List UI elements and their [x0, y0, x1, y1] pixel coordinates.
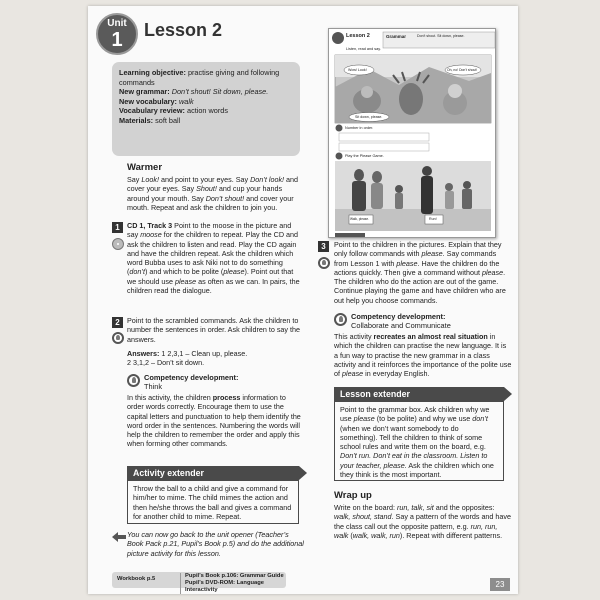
- activity-extender-text: Throw the ball to a child and give a command for him/her to mime. The child mimes the action and then he/she throws the ball and gives a command for another child to mime. Repeat.: [127, 480, 299, 524]
- competency-think-title: Competency development: Think: [144, 373, 239, 392]
- thumbnail-illustration: [329, 29, 496, 238]
- lesson-extender-text: Point to the grammar box. Ask children why we use please (to be polite) and why we use don’t (when we don’t want somebody to do something). Tell the children to think of some school rules and write them on the board, e.g. Don’t run. Don’t eat in the classroom. Listen to your teacher, please. Ask the children which one they think is the most important.: [334, 401, 504, 481]
- vocab-text: walk: [179, 96, 194, 106]
- objectives-box: [112, 62, 300, 156]
- wrapup-heading: Wrap up: [334, 490, 372, 501]
- step-2-text: Point to the scrambled commands. Ask the children to number the sentences in order. Ask children to say the answers.: [127, 316, 300, 344]
- review-label: Vocabulary review:: [119, 106, 185, 115]
- arrow-left-icon: [112, 532, 126, 542]
- lesson-extender-title: Lesson extender: [334, 387, 504, 401]
- step-2-number: 2: [112, 317, 123, 328]
- thumb-bubble2: Oh, no! Don’t shout!: [447, 68, 478, 72]
- workbook-ref: Workbook p.5: [117, 576, 156, 582]
- thumb-kid-bubble2: Run!: [429, 217, 437, 221]
- step-2-answers: Answers: 1 2,3,1 – Clean up, please. 2 3,1,2 – Don’t sit down.: [127, 349, 248, 368]
- warmer-heading: Warmer: [127, 162, 163, 173]
- step-3-number: 3: [318, 241, 329, 252]
- think-text: In this activity, the children process information to order words correctly. Encourage them to use the capital letters and punctuation to help them identify the word order in the sentences. Numbering the words will help the children to remember the order and apply this when forming other commands.: [127, 393, 301, 449]
- step-1-text: CD 1, Track 3 Point to the moose in the picture and say moose for the children to repeat. Play the CD and ask the children to listen and read. Play the CD again and have the children repeat. Ask the children which word Bubba uses to ask Niki not to do something (don’t) and which to be polite (please). Point out that we should use please as often as we can. In pairs, the children read the dialogue.: [127, 221, 300, 296]
- pupils-book-thumbnail: [328, 28, 496, 238]
- review-text: action words: [187, 106, 228, 115]
- step-1-number: 1: [112, 222, 123, 233]
- unit-label: Unit: [107, 18, 127, 29]
- pencil-icon: [112, 332, 124, 344]
- speaking-icon: [318, 257, 330, 269]
- warmer-text: Say Look! and point to your eyes. Say Don’t look! and cover your eyes. Say Shout! and cup your hands around your mouth. Say Don’t shout! and cover your mouth. Repeat and ask the children to join you.: [127, 175, 299, 212]
- page-number: 23: [490, 578, 510, 591]
- collab-text: This activity recreates an almost real situation in which the children can practise the new language. It is a fun way to practise the new grammar in a class activity and it reinforces the importance of the polite use of please in everyday English.: [334, 332, 512, 379]
- textbook-page: [88, 6, 518, 594]
- competency-collab-title: Competency development: Collaborate and Communicate: [351, 312, 451, 331]
- cd-icon: [112, 238, 124, 250]
- unit-number: 1: [111, 29, 123, 51]
- lightbulb-icon: [127, 374, 140, 387]
- thumb-number: Number in order.: [345, 126, 374, 130]
- grammar-label: New grammar:: [119, 87, 170, 96]
- thumb-listen: Listen, read and say.: [346, 47, 381, 51]
- grammar-text: Don’t shout! Sit down, please.: [171, 87, 269, 96]
- lightbulb-icon-2: [334, 313, 347, 326]
- materials-label: Materials:: [119, 115, 154, 125]
- thumb-play: Play the Please Game.: [345, 154, 384, 158]
- pupils-book-refs: Pupil’s Book p.106: Grammar Guide Pupil’s DVD-ROM: Language Interactivity: [180, 573, 284, 594]
- vocab-label: New vocabulary:: [119, 96, 177, 106]
- thumb-grammar: Grammar: [386, 34, 407, 39]
- go-back-note: You can now go back to the unit opener (Teacher’s Book Pack p.21, Pupil’s Book p.5) and do the additional picture activity for this lesson.: [127, 530, 304, 558]
- thumb-bubble1: Wow! Look!: [348, 68, 367, 72]
- thumb-grammar-note: Don’t shout. Sit down, please.: [417, 34, 465, 38]
- step-3-text: Point to the children in the pictures. Explain that they only follow commands with please. Say commands from Lesson 1 with please. Have the children do the actions quickly. Then give a command without please. The children who do the action are out of the game. Continue playing the game and have children who are out help you choose commands.: [334, 240, 506, 305]
- objective-text: practise giving and following commands: [119, 68, 280, 87]
- objective-label: Learning objective:: [119, 68, 186, 77]
- thumb-kid-bubble1: Walk, please.: [350, 217, 370, 221]
- thumb-lesson: Lesson 2: [346, 33, 370, 39]
- activity-extender-title: Activity extender: [127, 466, 299, 480]
- wrapup-text: Write on the board: run, talk, sit and the opposites: walk, shout, stand. Say a pattern of the words and have the class call out the opposite pattern, e.g. run, run, walk (walk, walk, run). Repeat with different patterns.: [334, 503, 512, 540]
- lesson-title: Lesson 2: [144, 20, 223, 40]
- unit-badge: [96, 13, 138, 55]
- footer-references: [112, 572, 286, 593]
- materials-text: soft ball: [155, 115, 181, 125]
- thumb-bubble3: Sit down, please.: [355, 115, 383, 119]
